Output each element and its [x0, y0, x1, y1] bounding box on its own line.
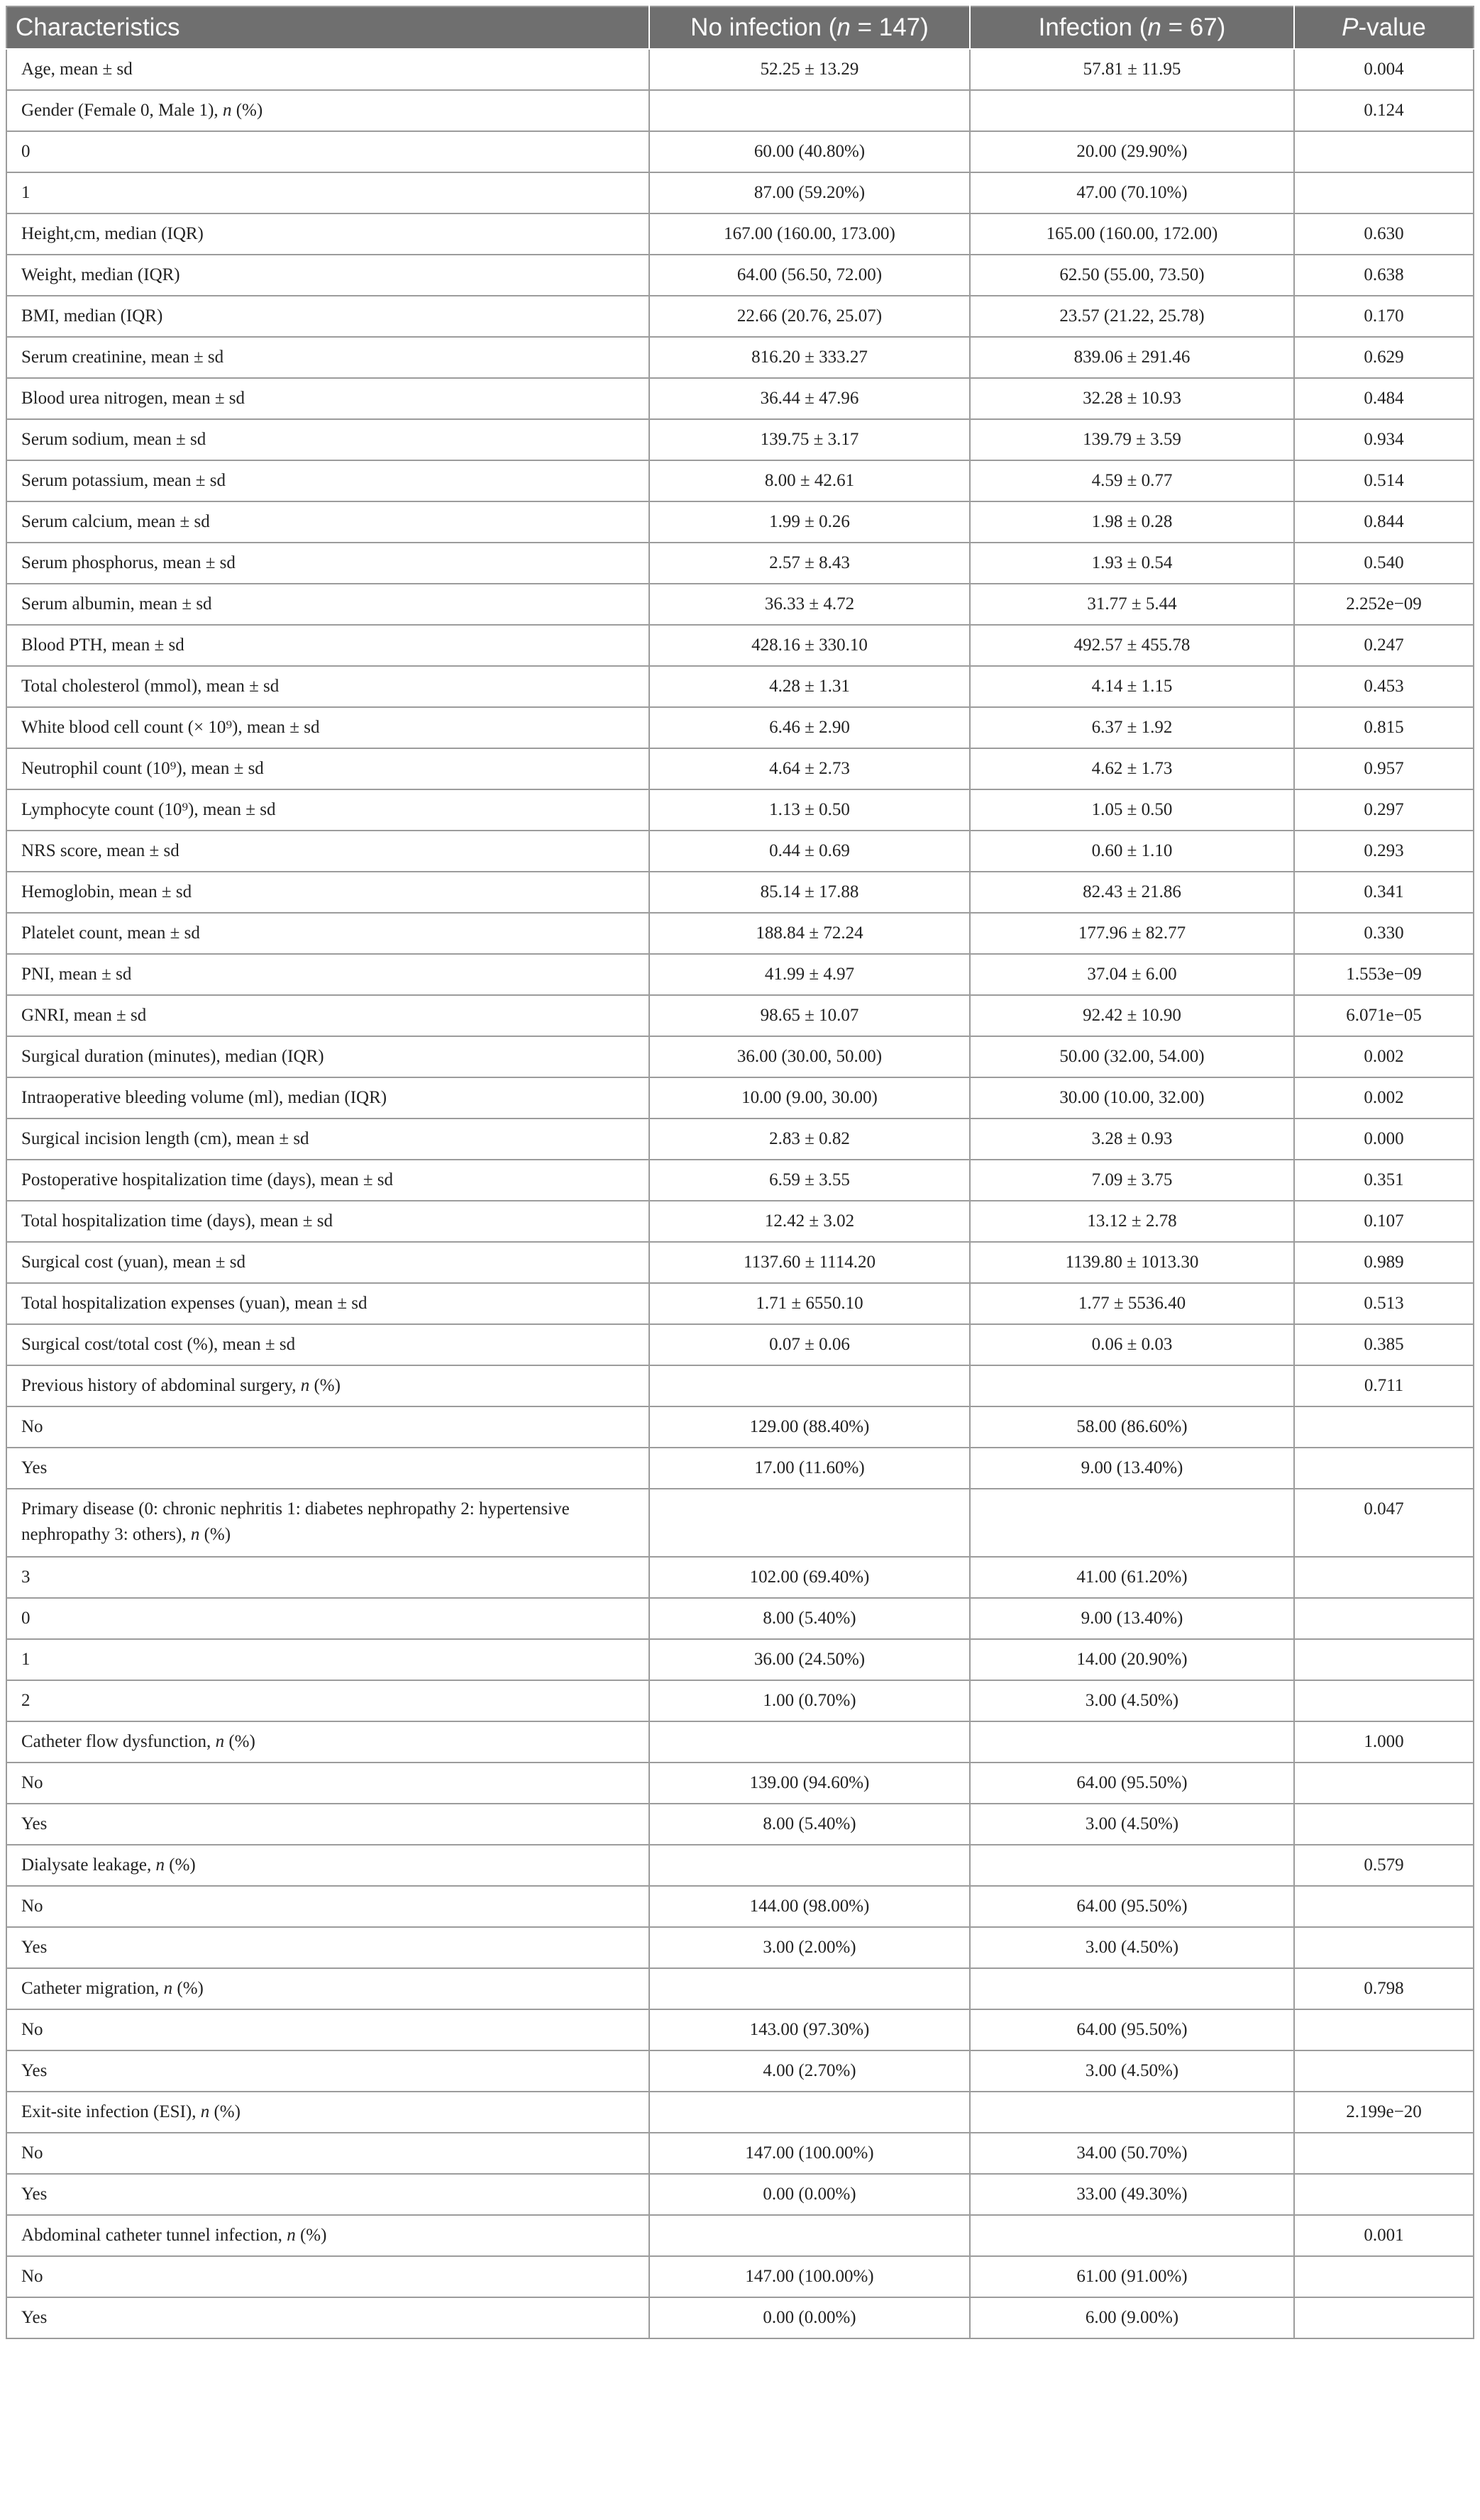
p-value — [1294, 1557, 1474, 1598]
row-label: No — [6, 1886, 649, 1927]
infection-value: 37.04 ± 6.00 — [970, 954, 1294, 995]
p-value — [1294, 1598, 1474, 1639]
infection-value: 58.00 (86.60%) — [970, 1406, 1294, 1448]
infection-value — [970, 2092, 1294, 2133]
row-label: Catheter migration, n (%) — [6, 1968, 649, 2009]
infection-value: 3.28 ± 0.93 — [970, 1119, 1294, 1160]
row-label: Surgical incision length (cm), mean ± sd — [6, 1119, 649, 1160]
row-label: Serum creatinine, mean ± sd — [6, 337, 649, 378]
infection-value: 6.37 ± 1.92 — [970, 707, 1294, 748]
row-label: BMI, median (IQR) — [6, 296, 649, 337]
no-infection-value: 36.00 (30.00, 50.00) — [649, 1036, 970, 1077]
no-infection-value: 0.44 ± 0.69 — [649, 831, 970, 872]
row-label: White blood cell count (× 10⁹), mean ± sd — [6, 707, 649, 748]
table-row — [6, 90, 1474, 131]
infection-value — [970, 1489, 1294, 1557]
p-value: 1.553e−09 — [1294, 954, 1474, 995]
no-infection-value: 3.00 (2.00%) — [649, 1927, 970, 1968]
table-row — [6, 2092, 1474, 2133]
table-row — [6, 913, 1474, 954]
no-infection-value: 6.46 ± 2.90 — [649, 707, 970, 748]
infection-value: 64.00 (95.50%) — [970, 1886, 1294, 1927]
table-row — [6, 1763, 1474, 1804]
infection-value: 3.00 (4.50%) — [970, 1680, 1294, 1721]
row-label: 0 — [6, 131, 649, 172]
no-infection-value: 0.00 (0.00%) — [649, 2174, 970, 2215]
infection-value: 1.98 ± 0.28 — [970, 501, 1294, 543]
row-label: GNRI, mean ± sd — [6, 995, 649, 1036]
infection-value: 3.00 (4.50%) — [970, 2050, 1294, 2092]
no-infection-value: 8.00 ± 42.61 — [649, 460, 970, 501]
infection-value: 4.14 ± 1.15 — [970, 666, 1294, 707]
infection-value: 33.00 (49.30%) — [970, 2174, 1294, 2215]
infection-value: 34.00 (50.70%) — [970, 2133, 1294, 2174]
no-infection-value: 4.00 (2.70%) — [649, 2050, 970, 2092]
p-value: 0.934 — [1294, 419, 1474, 460]
table-row — [6, 2133, 1474, 2174]
p-value — [1294, 1406, 1474, 1448]
row-label: No — [6, 2133, 649, 2174]
table-row — [6, 707, 1474, 748]
p-value — [1294, 1804, 1474, 1845]
infection-value: 61.00 (91.00%) — [970, 2256, 1294, 2297]
no-infection-value: 102.00 (69.40%) — [649, 1557, 970, 1598]
infection-value: 7.09 ± 3.75 — [970, 1160, 1294, 1201]
p-value: 0.579 — [1294, 1845, 1474, 1886]
infection-value — [970, 90, 1294, 131]
p-value: 0.798 — [1294, 1968, 1474, 2009]
p-value: 0.107 — [1294, 1201, 1474, 1242]
header-characteristics: Characteristics — [6, 6, 649, 49]
no-infection-value: 1.00 (0.70%) — [649, 1680, 970, 1721]
infection-value: 9.00 (13.40%) — [970, 1598, 1294, 1639]
p-value: 0.629 — [1294, 337, 1474, 378]
table-row — [6, 1886, 1474, 1927]
p-value: 0.815 — [1294, 707, 1474, 748]
table-row — [6, 2297, 1474, 2338]
no-infection-value — [649, 1721, 970, 1763]
p-value: 0.484 — [1294, 378, 1474, 419]
row-label: Serum phosphorus, mean ± sd — [6, 543, 649, 584]
p-value: 0.002 — [1294, 1077, 1474, 1119]
p-value — [1294, 172, 1474, 213]
row-label: Postoperative hospitalization time (days), mean ± sd — [6, 1160, 649, 1201]
p-value: 0.453 — [1294, 666, 1474, 707]
table-row — [6, 213, 1474, 255]
p-value: 0.004 — [1294, 49, 1474, 90]
infection-value: 3.00 (4.50%) — [970, 1927, 1294, 1968]
infection-value: 92.42 ± 10.90 — [970, 995, 1294, 1036]
no-infection-value: 428.16 ± 330.10 — [649, 625, 970, 666]
p-value: 0.247 — [1294, 625, 1474, 666]
row-label: Total hospitalization expenses (yuan), mean ± sd — [6, 1283, 649, 1324]
p-value: 0.711 — [1294, 1365, 1474, 1406]
table-row — [6, 1324, 1474, 1365]
table-row — [6, 2215, 1474, 2256]
infection-value: 62.50 (55.00, 73.50) — [970, 255, 1294, 296]
p-value: 0.000 — [1294, 1119, 1474, 1160]
row-label: Surgical cost/total cost (%), mean ± sd — [6, 1324, 649, 1365]
p-value — [1294, 2009, 1474, 2050]
no-infection-value: 2.57 ± 8.43 — [649, 543, 970, 584]
infection-value: 0.06 ± 0.03 — [970, 1324, 1294, 1365]
row-label: Primary disease (0: chronic nephritis 1: diabetes nephropathy 2: hypertensive nephropathy 3: others), n (%) — [6, 1489, 649, 1557]
no-infection-value — [649, 1489, 970, 1557]
no-infection-value — [649, 1365, 970, 1406]
no-infection-value: 0.00 (0.00%) — [649, 2297, 970, 2338]
infection-value: 14.00 (20.90%) — [970, 1639, 1294, 1680]
infection-value: 32.28 ± 10.93 — [970, 378, 1294, 419]
table-row — [6, 255, 1474, 296]
infection-value: 82.43 ± 21.86 — [970, 872, 1294, 913]
infection-value: 64.00 (95.50%) — [970, 1763, 1294, 1804]
no-infection-value — [649, 2215, 970, 2256]
p-value — [1294, 1680, 1474, 1721]
p-value: 0.540 — [1294, 543, 1474, 584]
infection-value: 839.06 ± 291.46 — [970, 337, 1294, 378]
infection-value: 1.93 ± 0.54 — [970, 543, 1294, 584]
p-value: 0.330 — [1294, 913, 1474, 954]
row-label: Total hospitalization time (days), mean ± sd — [6, 1201, 649, 1242]
infection-value: 13.12 ± 2.78 — [970, 1201, 1294, 1242]
row-label: Blood urea nitrogen, mean ± sd — [6, 378, 649, 419]
p-value: 0.844 — [1294, 501, 1474, 543]
infection-value: 9.00 (13.40%) — [970, 1448, 1294, 1489]
row-label: Age, mean ± sd — [6, 49, 649, 90]
row-label: Yes — [6, 1927, 649, 1968]
table-row — [6, 419, 1474, 460]
row-label: 3 — [6, 1557, 649, 1598]
table-row — [6, 1119, 1474, 1160]
table-row — [6, 789, 1474, 831]
no-infection-value: 36.00 (24.50%) — [649, 1639, 970, 1680]
p-value: 0.047 — [1294, 1489, 1474, 1557]
table-row — [6, 954, 1474, 995]
row-label: Exit-site infection (ESI), n (%) — [6, 2092, 649, 2133]
row-label: Height,cm, median (IQR) — [6, 213, 649, 255]
header-p-value: P-value — [1294, 6, 1474, 49]
row-label: Lymphocyte count (10⁹), mean ± sd — [6, 789, 649, 831]
table-row — [6, 296, 1474, 337]
infection-value: 0.60 ± 1.10 — [970, 831, 1294, 872]
p-value — [1294, 131, 1474, 172]
infection-value: 165.00 (160.00, 172.00) — [970, 213, 1294, 255]
row-label: No — [6, 2256, 649, 2297]
row-label: Yes — [6, 1804, 649, 1845]
infection-value: 1139.80 ± 1013.30 — [970, 1242, 1294, 1283]
row-label: No — [6, 1763, 649, 1804]
table-row — [6, 1639, 1474, 1680]
p-value: 0.385 — [1294, 1324, 1474, 1365]
no-infection-value: 17.00 (11.60%) — [649, 1448, 970, 1489]
p-value — [1294, 1639, 1474, 1680]
no-infection-value — [649, 1968, 970, 2009]
table-row — [6, 1077, 1474, 1119]
characteristics-table — [6, 6, 1474, 2339]
infection-value: 1.05 ± 0.50 — [970, 789, 1294, 831]
row-label: Surgical cost (yuan), mean ± sd — [6, 1242, 649, 1283]
table-row — [6, 1160, 1474, 1201]
no-infection-value: 36.44 ± 47.96 — [649, 378, 970, 419]
no-infection-value: 143.00 (97.30%) — [649, 2009, 970, 2050]
table-row — [6, 131, 1474, 172]
no-infection-value — [649, 90, 970, 131]
table-row — [6, 1365, 1474, 1406]
infection-value — [970, 1721, 1294, 1763]
p-value: 0.630 — [1294, 213, 1474, 255]
table-row — [6, 831, 1474, 872]
table-row — [6, 625, 1474, 666]
row-label: Dialysate leakage, n (%) — [6, 1845, 649, 1886]
no-infection-value: 12.42 ± 3.02 — [649, 1201, 970, 1242]
table-row — [6, 501, 1474, 543]
row-label: NRS score, mean ± sd — [6, 831, 649, 872]
table-row — [6, 1845, 1474, 1886]
row-label: Surgical duration (minutes), median (IQR) — [6, 1036, 649, 1077]
row-label: Serum sodium, mean ± sd — [6, 419, 649, 460]
table-row — [6, 378, 1474, 419]
table-row — [6, 748, 1474, 789]
row-label: Previous history of abdominal surgery, n (%) — [6, 1365, 649, 1406]
row-label: Catheter flow dysfunction, n (%) — [6, 1721, 649, 1763]
table-row — [6, 543, 1474, 584]
infection-value: 23.57 (21.22, 25.78) — [970, 296, 1294, 337]
infection-value — [970, 1365, 1294, 1406]
table-row — [6, 1283, 1474, 1324]
p-value: 0.514 — [1294, 460, 1474, 501]
no-infection-value: 147.00 (100.00%) — [649, 2133, 970, 2174]
infection-value: 1.77 ± 5536.40 — [970, 1283, 1294, 1324]
table-row — [6, 2009, 1474, 2050]
no-infection-value: 0.07 ± 0.06 — [649, 1324, 970, 1365]
p-value: 0.170 — [1294, 296, 1474, 337]
row-label: PNI, mean ± sd — [6, 954, 649, 995]
infection-value: 20.00 (29.90%) — [970, 131, 1294, 172]
no-infection-value: 188.84 ± 72.24 — [649, 913, 970, 954]
table-row — [6, 172, 1474, 213]
row-label: Yes — [6, 2174, 649, 2215]
no-infection-value: 816.20 ± 333.27 — [649, 337, 970, 378]
no-infection-value: 139.00 (94.60%) — [649, 1763, 970, 1804]
row-label: Blood PTH, mean ± sd — [6, 625, 649, 666]
p-value: 6.071e−05 — [1294, 995, 1474, 1036]
p-value: 1.000 — [1294, 1721, 1474, 1763]
table-row — [6, 1968, 1474, 2009]
no-infection-value: 60.00 (40.80%) — [649, 131, 970, 172]
infection-value: 50.00 (32.00, 54.00) — [970, 1036, 1294, 1077]
table-row — [6, 1598, 1474, 1639]
p-value: 0.957 — [1294, 748, 1474, 789]
table-row — [6, 1201, 1474, 1242]
table-row — [6, 1036, 1474, 1077]
no-infection-value: 1.99 ± 0.26 — [649, 501, 970, 543]
row-label: Total cholesterol (mmol), mean ± sd — [6, 666, 649, 707]
p-value — [1294, 2133, 1474, 2174]
p-value: 0.513 — [1294, 1283, 1474, 1324]
infection-value: 492.57 ± 455.78 — [970, 625, 1294, 666]
p-value — [1294, 2174, 1474, 2215]
p-value: 0.989 — [1294, 1242, 1474, 1283]
no-infection-value: 22.66 (20.76, 25.07) — [649, 296, 970, 337]
table-row — [6, 1448, 1474, 1489]
no-infection-value — [649, 2092, 970, 2133]
no-infection-value: 8.00 (5.40%) — [649, 1804, 970, 1845]
no-infection-value: 85.14 ± 17.88 — [649, 872, 970, 913]
infection-value: 139.79 ± 3.59 — [970, 419, 1294, 460]
table-row — [6, 1680, 1474, 1721]
infection-value: 4.59 ± 0.77 — [970, 460, 1294, 501]
row-label: Intraoperative bleeding volume (ml), median (IQR) — [6, 1077, 649, 1119]
table-header — [6, 6, 1474, 49]
no-infection-value: 4.28 ± 1.31 — [649, 666, 970, 707]
p-value: 0.293 — [1294, 831, 1474, 872]
table-row — [6, 1927, 1474, 1968]
p-value: 0.001 — [1294, 2215, 1474, 2256]
table-row — [6, 1489, 1474, 1557]
infection-value: 6.00 (9.00%) — [970, 2297, 1294, 2338]
row-label: Serum albumin, mean ± sd — [6, 584, 649, 625]
row-label: Gender (Female 0, Male 1), n (%) — [6, 90, 649, 131]
header-row — [6, 6, 1474, 49]
p-value — [1294, 2297, 1474, 2338]
p-value — [1294, 2256, 1474, 2297]
infection-value — [970, 1968, 1294, 2009]
row-label: No — [6, 2009, 649, 2050]
no-infection-value: 129.00 (88.40%) — [649, 1406, 970, 1448]
table-row — [6, 2050, 1474, 2092]
table-row — [6, 49, 1474, 90]
infection-value: 177.96 ± 82.77 — [970, 913, 1294, 954]
row-label: Abdominal catheter tunnel infection, n (%) — [6, 2215, 649, 2256]
no-infection-value: 98.65 ± 10.07 — [649, 995, 970, 1036]
table-row — [6, 1721, 1474, 1763]
table-row — [6, 1804, 1474, 1845]
no-infection-value: 6.59 ± 3.55 — [649, 1160, 970, 1201]
p-value — [1294, 2050, 1474, 2092]
row-label: Serum calcium, mean ± sd — [6, 501, 649, 543]
infection-value: 30.00 (10.00, 32.00) — [970, 1077, 1294, 1119]
no-infection-value: 52.25 ± 13.29 — [649, 49, 970, 90]
table-row — [6, 460, 1474, 501]
row-label: Weight, median (IQR) — [6, 255, 649, 296]
row-label: 1 — [6, 172, 649, 213]
p-value: 0.297 — [1294, 789, 1474, 831]
p-value: 0.002 — [1294, 1036, 1474, 1077]
infection-value: 41.00 (61.20%) — [970, 1557, 1294, 1598]
p-value: 2.199e−20 — [1294, 2092, 1474, 2133]
p-value — [1294, 1448, 1474, 1489]
table-row — [6, 872, 1474, 913]
table-row — [6, 2174, 1474, 2215]
row-label: Yes — [6, 1448, 649, 1489]
row-label: No — [6, 1406, 649, 1448]
table-row — [6, 666, 1474, 707]
header-infection: Infection (n = 67) — [970, 6, 1294, 49]
infection-value: 4.62 ± 1.73 — [970, 748, 1294, 789]
table-body — [6, 49, 1474, 2338]
row-label: Neutrophil count (10⁹), mean ± sd — [6, 748, 649, 789]
no-infection-value: 167.00 (160.00, 173.00) — [649, 213, 970, 255]
characteristics-table-container — [6, 6, 1473, 2339]
row-label: Yes — [6, 2050, 649, 2092]
no-infection-value: 144.00 (98.00%) — [649, 1886, 970, 1927]
p-value — [1294, 1763, 1474, 1804]
no-infection-value: 147.00 (100.00%) — [649, 2256, 970, 2297]
p-value: 0.351 — [1294, 1160, 1474, 1201]
infection-value: 57.81 ± 11.95 — [970, 49, 1294, 90]
row-label: 0 — [6, 1598, 649, 1639]
table-row — [6, 1406, 1474, 1448]
infection-value: 64.00 (95.50%) — [970, 2009, 1294, 2050]
row-label: 2 — [6, 1680, 649, 1721]
infection-value — [970, 2215, 1294, 2256]
p-value — [1294, 1927, 1474, 1968]
row-label: Platelet count, mean ± sd — [6, 913, 649, 954]
table-row — [6, 337, 1474, 378]
no-infection-value: 1.13 ± 0.50 — [649, 789, 970, 831]
no-infection-value: 4.64 ± 2.73 — [649, 748, 970, 789]
table-row — [6, 2256, 1474, 2297]
p-value — [1294, 1886, 1474, 1927]
table-row — [6, 995, 1474, 1036]
infection-value: 3.00 (4.50%) — [970, 1804, 1294, 1845]
no-infection-value: 87.00 (59.20%) — [649, 172, 970, 213]
no-infection-value: 10.00 (9.00, 30.00) — [649, 1077, 970, 1119]
no-infection-value: 2.83 ± 0.82 — [649, 1119, 970, 1160]
row-label: Yes — [6, 2297, 649, 2338]
row-label: Hemoglobin, mean ± sd — [6, 872, 649, 913]
table-row — [6, 1242, 1474, 1283]
no-infection-value: 36.33 ± 4.72 — [649, 584, 970, 625]
p-value: 0.124 — [1294, 90, 1474, 131]
no-infection-value: 139.75 ± 3.17 — [649, 419, 970, 460]
row-label: Serum potassium, mean ± sd — [6, 460, 649, 501]
header-no-infection: No infection (n = 147) — [649, 6, 970, 49]
p-value: 0.638 — [1294, 255, 1474, 296]
no-infection-value: 8.00 (5.40%) — [649, 1598, 970, 1639]
infection-value: 31.77 ± 5.44 — [970, 584, 1294, 625]
no-infection-value: 1137.60 ± 1114.20 — [649, 1242, 970, 1283]
no-infection-value: 1.71 ± 6550.10 — [649, 1283, 970, 1324]
infection-value — [970, 1845, 1294, 1886]
infection-value: 47.00 (70.10%) — [970, 172, 1294, 213]
table-row — [6, 1557, 1474, 1598]
p-value: 2.252e−09 — [1294, 584, 1474, 625]
p-value: 0.341 — [1294, 872, 1474, 913]
no-infection-value: 64.00 (56.50, 72.00) — [649, 255, 970, 296]
no-infection-value: 41.99 ± 4.97 — [649, 954, 970, 995]
table-row — [6, 584, 1474, 625]
no-infection-value — [649, 1845, 970, 1886]
row-label: 1 — [6, 1639, 649, 1680]
